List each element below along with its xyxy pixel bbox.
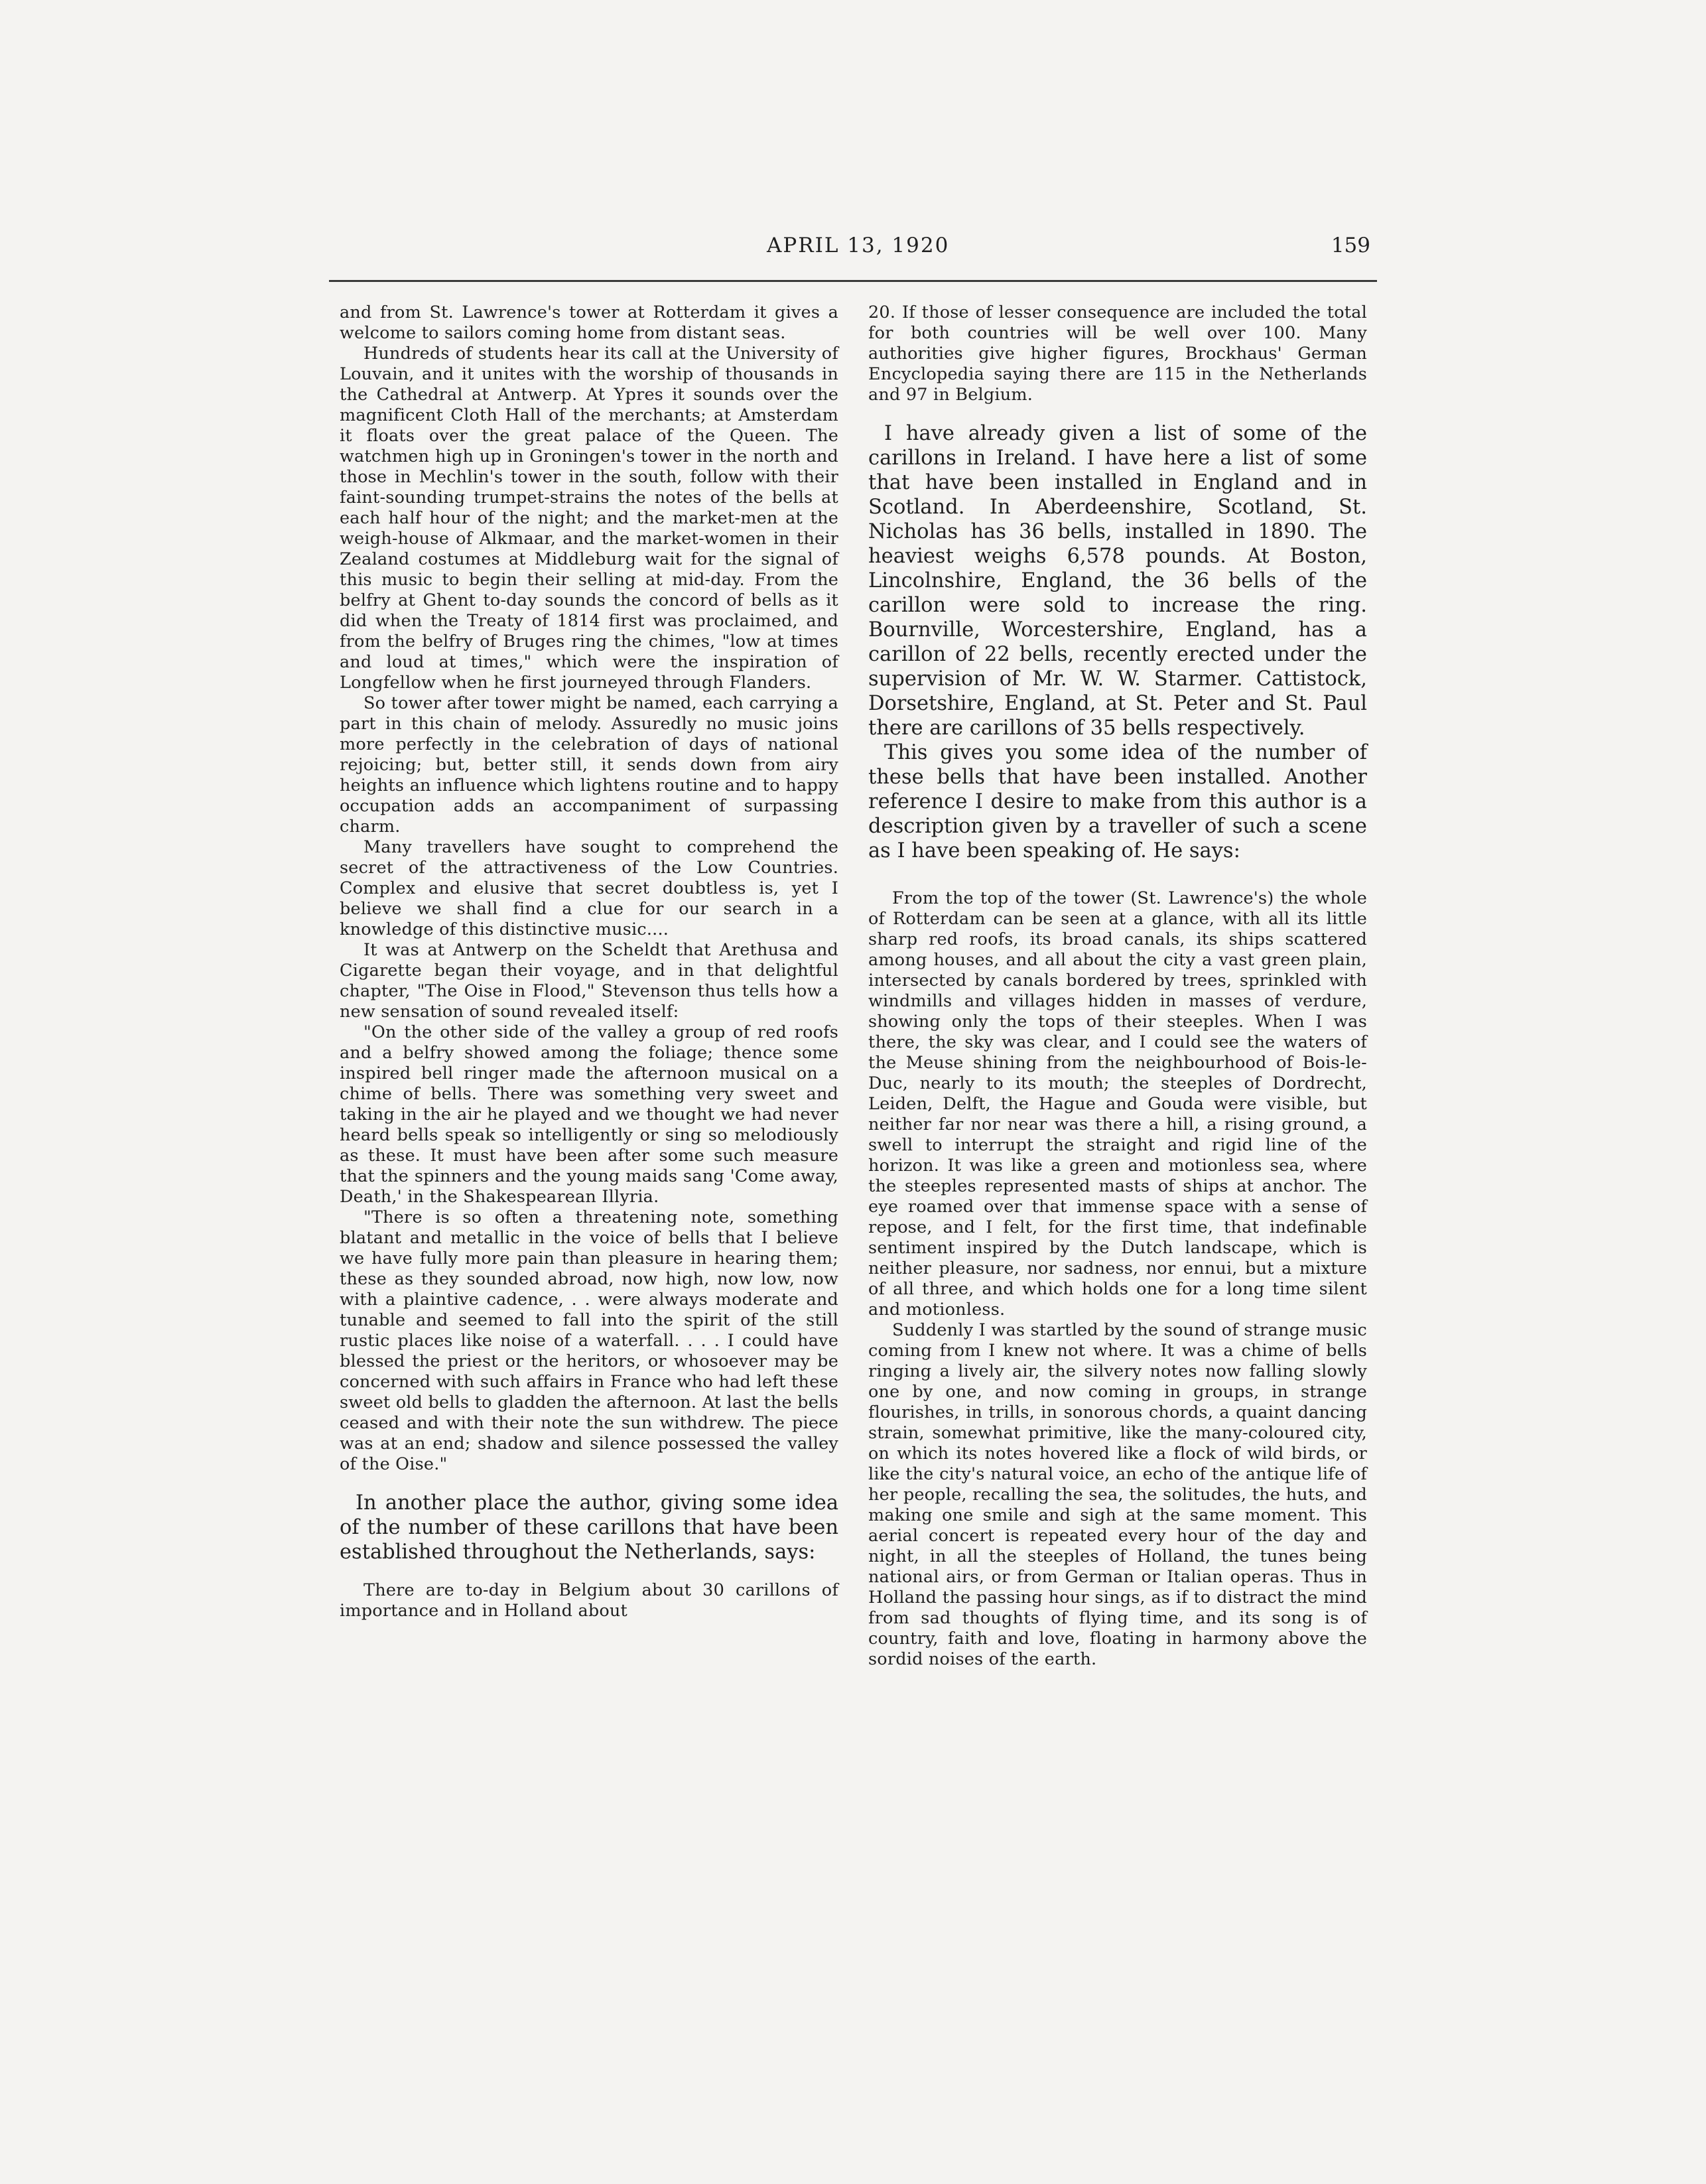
paragraph: Hundreds of students hear its call at the University of Louvain, and it unites with the worship of thousands in the Cathedral at Antwerp. At Ypres it sounds over the magnificent Cloth Hall of the merchants; at Amsterdam it floats over the great palace of the Queen. The watchmen high up in Groningen's tower in the north and those in Mechlin's tower in the south, follow with their faint-sounding trumpet-strains the notes of the bells at each half hour of the night; and the market-men at the weigh-house of Alkmaar, and the market-women in their Zealand costumes at Middleburg wait for the signal of this music to begin their selling at mid-day. From the belfry at Ghent to-day sounds the concord of bells as it did when the Treaty of 1814 first was proclaimed, and from the belfry of Bruges ring the chimes, "low at times and loud at times," which were the inspiration of Longfellow when he first journeyed through Flanders. bbox=[340, 344, 838, 693]
spacer bbox=[868, 863, 1367, 888]
header-rule bbox=[329, 280, 1377, 282]
quote-paragraph: 20. If those of lesser consequence are included the total for both countries will be well over 100. Many authorities give higher figures, Brockhaus' German Encyclopedia saying there are 115 in the Netherlands and 97 in Belgium. bbox=[868, 303, 1367, 405]
right-small-text bbox=[868, 303, 1367, 405]
quote-paragraph: "There is so often a threatening note, something blatant and metallic in the voice of bells that I believe we have fully more pain than pleasure in hearing them; these as they sounded abroad, now high, now low, now with a plaintive cadence, . . were always moderate and tunable and seemed to fall into the spirit of the still rustic places like noise of a waterfall. . . . I could have blessed the priest or the heritors, or whosoever may be concerned with such affairs in France who had left these sweet old bells to gladden the afternoon. At last the bells ceased and with their note the sun withdrew. The piece was at an end; shadow and silence possessed the valley of the Oise." bbox=[340, 1207, 838, 1474]
spacer bbox=[340, 1564, 838, 1580]
quote-paragraph: There are to-day in Belgium about 30 carillons of importance and in Holland about bbox=[340, 1580, 838, 1621]
paragraph: and from St. Lawrence's tower at Rotterdam it gives a welcome to sailors coming home from distant seas. bbox=[340, 303, 838, 343]
paragraph: This gives you some idea of the number of these bells that have been installed. Another reference I desire to make from this author is a description given by a traveller of such a scene as I have been speaking of. He says: bbox=[868, 741, 1367, 862]
paragraph: In another place the author, giving some idea of the number of these carillons that have been established throughout the Netherlands, says: bbox=[340, 1491, 838, 1564]
spacer bbox=[340, 1475, 838, 1491]
left-small-text bbox=[340, 303, 838, 1475]
quote-paragraph: From the top of the tower (St. Lawrence's) the whole of Rotterdam can be seen at a glance, with all its little sharp red roofs, its broad canals, its ships scattered among houses, and all about the city a vast green plain, intersected by canals bordered by trees, sprinkled with windmills and villages hidden in masses of verdure, showing only the tops of their steeples. When I was there, the sky was clear, and I could see the waters of the Meuse shining from the neighbourhood of Bois-le-Duc, nearly to its mouth; the steeples of Dordrecht, Leiden, Delft, the Hague and Gouda were visible, but neither far nor near was there a hill, a rising ground, a swell to interrupt the straight and rigid line of the horizon. It was like a green and motionless sea, where the steeples represented masts of ships at anchor. The eye roamed over that immense space with a sense of repose, and I felt, for the first time, that indefinable sentiment inspired by the Dutch landscape, which is neither pleasure, nor sadness, nor ennui, but a mixture of all three, and which holds one for a long time silent and motionless. bbox=[868, 888, 1367, 1320]
issue-date: APRIL 13, 1920 bbox=[767, 234, 950, 257]
left-small-quote bbox=[340, 1580, 838, 1621]
spacer bbox=[868, 405, 1367, 421]
paragraph: Many travellers have sought to comprehend the secret of the attractiveness of the Low Countries. Complex and elusive that secret doubtless is, yet I believe we shall find a clue for our search in a knowledge of this distinctive music.... bbox=[340, 837, 838, 939]
quote-paragraph: Suddenly I was startled by the sound of strange music coming from I knew not where. It was a chime of bells ringing a lively air, the silvery notes now falling slowly one by one, and now coming in groups, in strange flourishes, in trills, in sonorous chords, a quaint dancing strain, somewhat primitive, like the many-coloured city, on which its notes hovered like a flock of wild birds, or like the city's natural voice, an echo of the antique life of her people, recalling the sea, the solitudes, the huts, and making one smile and sigh at the same moment. This aerial concert is repeated every hour of the day and night, in all the steeples of Holland, the tunes being national airs, or from German or Italian operas. Thus in Holland the passing hour sings, as if to distract the mind from sad thoughts of flying time, and its song is of country, faith and love, floating in harmony above the sordid noises of the earth. bbox=[868, 1320, 1367, 1669]
right-small-quote bbox=[868, 888, 1367, 1670]
paragraph: It was at Antwerp on the Scheldt that Arethusa and Cigarette began their voyage, and in that delightful chapter, "The Oise in Flood," Stevenson thus tells how a new sensation of sound revealed itself: bbox=[340, 940, 838, 1022]
paragraph: So tower after tower might be named, each carrying a part in this chain of melody. Assuredly no music joins more perfectly in the celebration of days of national rejoicing; but, better still, it sends down from airy heights an influence which lightens routine and to happy occupation adds an accompaniment of surpassing charm. bbox=[340, 693, 838, 837]
quote-paragraph: "On the other side of the valley a group of red roofs and a belfry showed among the foliage; thence some inspired bell ringer made the afternoon musical on a chime of bells. There was something very sweet and taking in the air he played and we thought we had never heard bells speak so intelligently or sing so melodiously as these. It must have been after some such measure that the spinners and the young maids sang 'Come away, Death,' in the Shakespearean Illyria. bbox=[340, 1022, 838, 1207]
page-header bbox=[338, 234, 1373, 265]
paragraph: I have already given a list of some of the carillons in Ireland. I have here a list of some that have been installed in England and in Scotland. In Aberdeenshire, Scotland, St. Nicholas has 36 bells, installed in 1890. The heaviest weighs 6,578 pounds. At Boston, Lincolnshire, England, the 36 bells of the carillon were sold to increase the ring. Bournville, Worcestershire, England, has a carillon of 22 bells, recently erected under the supervision of Mr. W. W. Starmer. Cattistock, Dorsetshire, England, at St. Peter and St. Paul there are carillons of 35 bells respectively. bbox=[868, 422, 1367, 740]
right-column bbox=[868, 303, 1367, 1670]
left-column bbox=[340, 303, 838, 1621]
left-large-text bbox=[340, 1491, 838, 1564]
page-number: 159 bbox=[1331, 234, 1370, 257]
right-large-text bbox=[868, 421, 1367, 863]
